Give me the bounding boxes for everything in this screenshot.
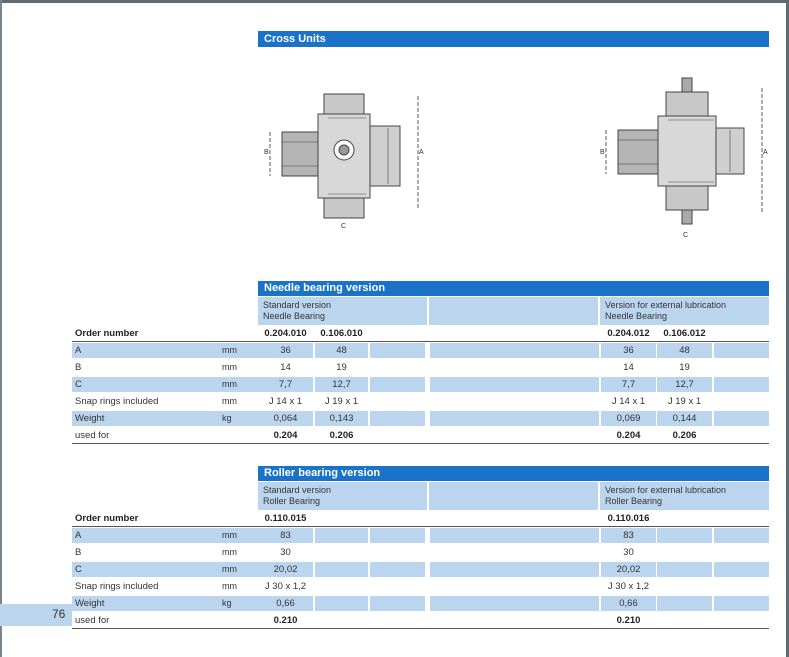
row-cell-band bbox=[657, 528, 712, 543]
needle-ext-caption-line1: Version for external lubrication bbox=[605, 300, 727, 310]
row-value-e1: 14 bbox=[623, 362, 634, 373]
row-unit: mm bbox=[222, 547, 237, 557]
row-cell-band bbox=[714, 343, 769, 358]
row-label: Order number bbox=[75, 513, 139, 524]
row-value-e1: 0.204 bbox=[616, 430, 641, 441]
row-value-s1: 0,66 bbox=[276, 598, 295, 609]
needle-empty-caption bbox=[429, 297, 598, 325]
row-value-e1: 20,02 bbox=[616, 564, 641, 575]
row-value-e1: 30 bbox=[623, 547, 634, 558]
row-unit: mm bbox=[222, 530, 237, 540]
row-cell-band bbox=[370, 528, 425, 543]
row-value-s1: J 14 x 1 bbox=[268, 396, 303, 407]
row-cell-band bbox=[315, 562, 368, 577]
row-cell-band bbox=[430, 343, 599, 358]
row-label: Weight bbox=[75, 598, 105, 609]
row-value-e2: 12,7 bbox=[675, 379, 694, 390]
row-value-s2: 12,7 bbox=[332, 379, 351, 390]
needle-ext-caption-line2: Needle Bearing bbox=[605, 311, 668, 321]
row-value-s1: 0.204 bbox=[273, 430, 298, 441]
row-value-e1: 0,069 bbox=[616, 413, 641, 424]
row-label: A bbox=[75, 530, 82, 541]
row-value-s2: 0,143 bbox=[329, 413, 354, 424]
needle-std-caption-line1: Standard version bbox=[263, 300, 332, 310]
row-value-s1: 0.110.015 bbox=[264, 513, 307, 524]
row-unit: mm bbox=[222, 564, 237, 574]
table-row bbox=[72, 613, 769, 628]
row-cell-band bbox=[430, 377, 599, 392]
page-number: 76 bbox=[52, 607, 66, 621]
roller-ext-caption-line2: Roller Bearing bbox=[605, 496, 663, 506]
row-unit: mm bbox=[222, 345, 237, 355]
row-cell-band bbox=[657, 596, 712, 611]
roller-std-caption-line1: Standard version bbox=[263, 485, 332, 495]
row-value-e1: J 14 x 1 bbox=[611, 396, 646, 407]
row-value-e1: 83 bbox=[623, 530, 634, 541]
table-row bbox=[72, 511, 769, 526]
row-value-e2: 0,144 bbox=[672, 413, 697, 424]
table-row bbox=[72, 360, 769, 375]
row-label: used for bbox=[75, 615, 110, 626]
table-row bbox=[72, 596, 769, 611]
row-label: Snap rings included bbox=[75, 581, 159, 592]
row-unit: mm bbox=[222, 362, 237, 372]
frame-top bbox=[0, 0, 789, 3]
table-row bbox=[72, 579, 769, 594]
cross-unit-drawing-external bbox=[598, 74, 778, 244]
row-value-s1: 0.210 bbox=[273, 615, 298, 626]
row-value-s1: 30 bbox=[280, 547, 291, 558]
table-bottom-rule bbox=[72, 628, 769, 629]
row-cell-band bbox=[315, 528, 368, 543]
row-divider bbox=[72, 526, 769, 527]
row-value-s1: 36 bbox=[280, 345, 291, 356]
row-value-s2: 19 bbox=[336, 362, 347, 373]
row-value-e1: 0.210 bbox=[616, 615, 641, 626]
row-label: Weight bbox=[75, 413, 105, 424]
row-cell-band bbox=[714, 411, 769, 426]
roller-ext-caption-line1: Version for external lubrication bbox=[605, 485, 727, 495]
row-cell-band bbox=[430, 411, 599, 426]
roller-empty-caption bbox=[429, 482, 598, 510]
row-unit: mm bbox=[222, 396, 237, 406]
table-row bbox=[72, 545, 769, 560]
row-label: C bbox=[75, 379, 82, 390]
row-value-e1: 0,66 bbox=[619, 598, 638, 609]
row-value-s1: 20,02 bbox=[273, 564, 298, 575]
row-cell-band bbox=[430, 562, 599, 577]
row-cell-band bbox=[657, 562, 712, 577]
roller-std-caption bbox=[258, 482, 427, 510]
row-value-s1: J 30 x 1,2 bbox=[264, 581, 307, 592]
row-value-e2: 0.106.012 bbox=[663, 328, 706, 339]
table-row bbox=[72, 411, 769, 426]
row-cell-band bbox=[315, 596, 368, 611]
row-label: B bbox=[75, 547, 82, 558]
row-value-e2: J 19 x 1 bbox=[667, 396, 702, 407]
table-row bbox=[72, 326, 769, 341]
needle-section-header: Needle bearing version bbox=[258, 281, 769, 296]
table-row bbox=[72, 377, 769, 392]
row-value-s1: 14 bbox=[280, 362, 291, 373]
row-cell-band bbox=[370, 562, 425, 577]
dim-a-label: A bbox=[763, 149, 768, 156]
row-value-s1: 83 bbox=[280, 530, 291, 541]
row-value-e1: 0.110.016 bbox=[607, 513, 650, 524]
row-unit: kg bbox=[222, 598, 232, 608]
roller-ext-caption bbox=[600, 482, 769, 510]
table-row bbox=[72, 528, 769, 543]
row-value-s1: 7,7 bbox=[278, 379, 293, 390]
row-cell-band bbox=[714, 377, 769, 392]
row-cell-band bbox=[714, 596, 769, 611]
row-cell-band bbox=[370, 343, 425, 358]
dim-b-label: B bbox=[600, 149, 605, 156]
row-cell-band bbox=[714, 528, 769, 543]
dim-c-label: C bbox=[341, 223, 347, 230]
row-unit: mm bbox=[222, 581, 237, 591]
table-row bbox=[72, 428, 769, 443]
row-unit: kg bbox=[222, 413, 232, 423]
row-label: C bbox=[75, 564, 82, 575]
row-value-e2: 19 bbox=[679, 362, 690, 373]
row-value-e1: 7,7 bbox=[621, 379, 636, 390]
needle-ext-caption bbox=[600, 297, 769, 325]
row-value-s2: 48 bbox=[336, 345, 347, 356]
row-label: used for bbox=[75, 430, 110, 441]
row-value-e2: 48 bbox=[679, 345, 690, 356]
page-title: Cross Units bbox=[258, 31, 769, 47]
row-cell-band bbox=[370, 596, 425, 611]
table-row bbox=[72, 562, 769, 577]
row-value-s2: J 19 x 1 bbox=[324, 396, 359, 407]
table-bottom-rule bbox=[72, 443, 769, 444]
roller-section-header: Roller bearing version bbox=[258, 466, 769, 481]
row-cell-band bbox=[430, 528, 599, 543]
row-cell-band bbox=[430, 596, 599, 611]
table-row bbox=[72, 394, 769, 409]
row-unit: mm bbox=[222, 379, 237, 389]
row-value-e1: 0.204.012 bbox=[607, 328, 650, 339]
row-value-s2: 0.206 bbox=[329, 430, 354, 441]
row-label: Snap rings included bbox=[75, 396, 159, 407]
row-value-e1: J 30 x 1,2 bbox=[607, 581, 650, 592]
row-cell-band bbox=[370, 377, 425, 392]
row-value-s1: 0.204.010 bbox=[264, 328, 307, 339]
needle-std-caption-line2: Needle Bearing bbox=[263, 311, 326, 321]
row-cell-band bbox=[714, 562, 769, 577]
cross-unit-drawing-needle bbox=[258, 88, 438, 238]
roller-std-caption-line2: Roller Bearing bbox=[263, 496, 321, 506]
row-value-s1: 0,064 bbox=[273, 413, 298, 424]
row-label: A bbox=[75, 345, 82, 356]
row-cell-band bbox=[370, 411, 425, 426]
dim-a-label: A bbox=[419, 149, 424, 156]
row-divider bbox=[72, 341, 769, 342]
row-value-e1: 36 bbox=[623, 345, 634, 356]
dim-b-label: B bbox=[264, 149, 269, 156]
row-label: B bbox=[75, 362, 82, 373]
table-row bbox=[72, 343, 769, 358]
needle-std-caption bbox=[258, 297, 427, 325]
frame-left bbox=[0, 0, 2, 657]
row-value-s2: 0.106.010 bbox=[320, 328, 363, 339]
dim-c-label: C bbox=[683, 232, 689, 239]
row-label: Order number bbox=[75, 328, 139, 339]
row-value-e2: 0.206 bbox=[672, 430, 697, 441]
